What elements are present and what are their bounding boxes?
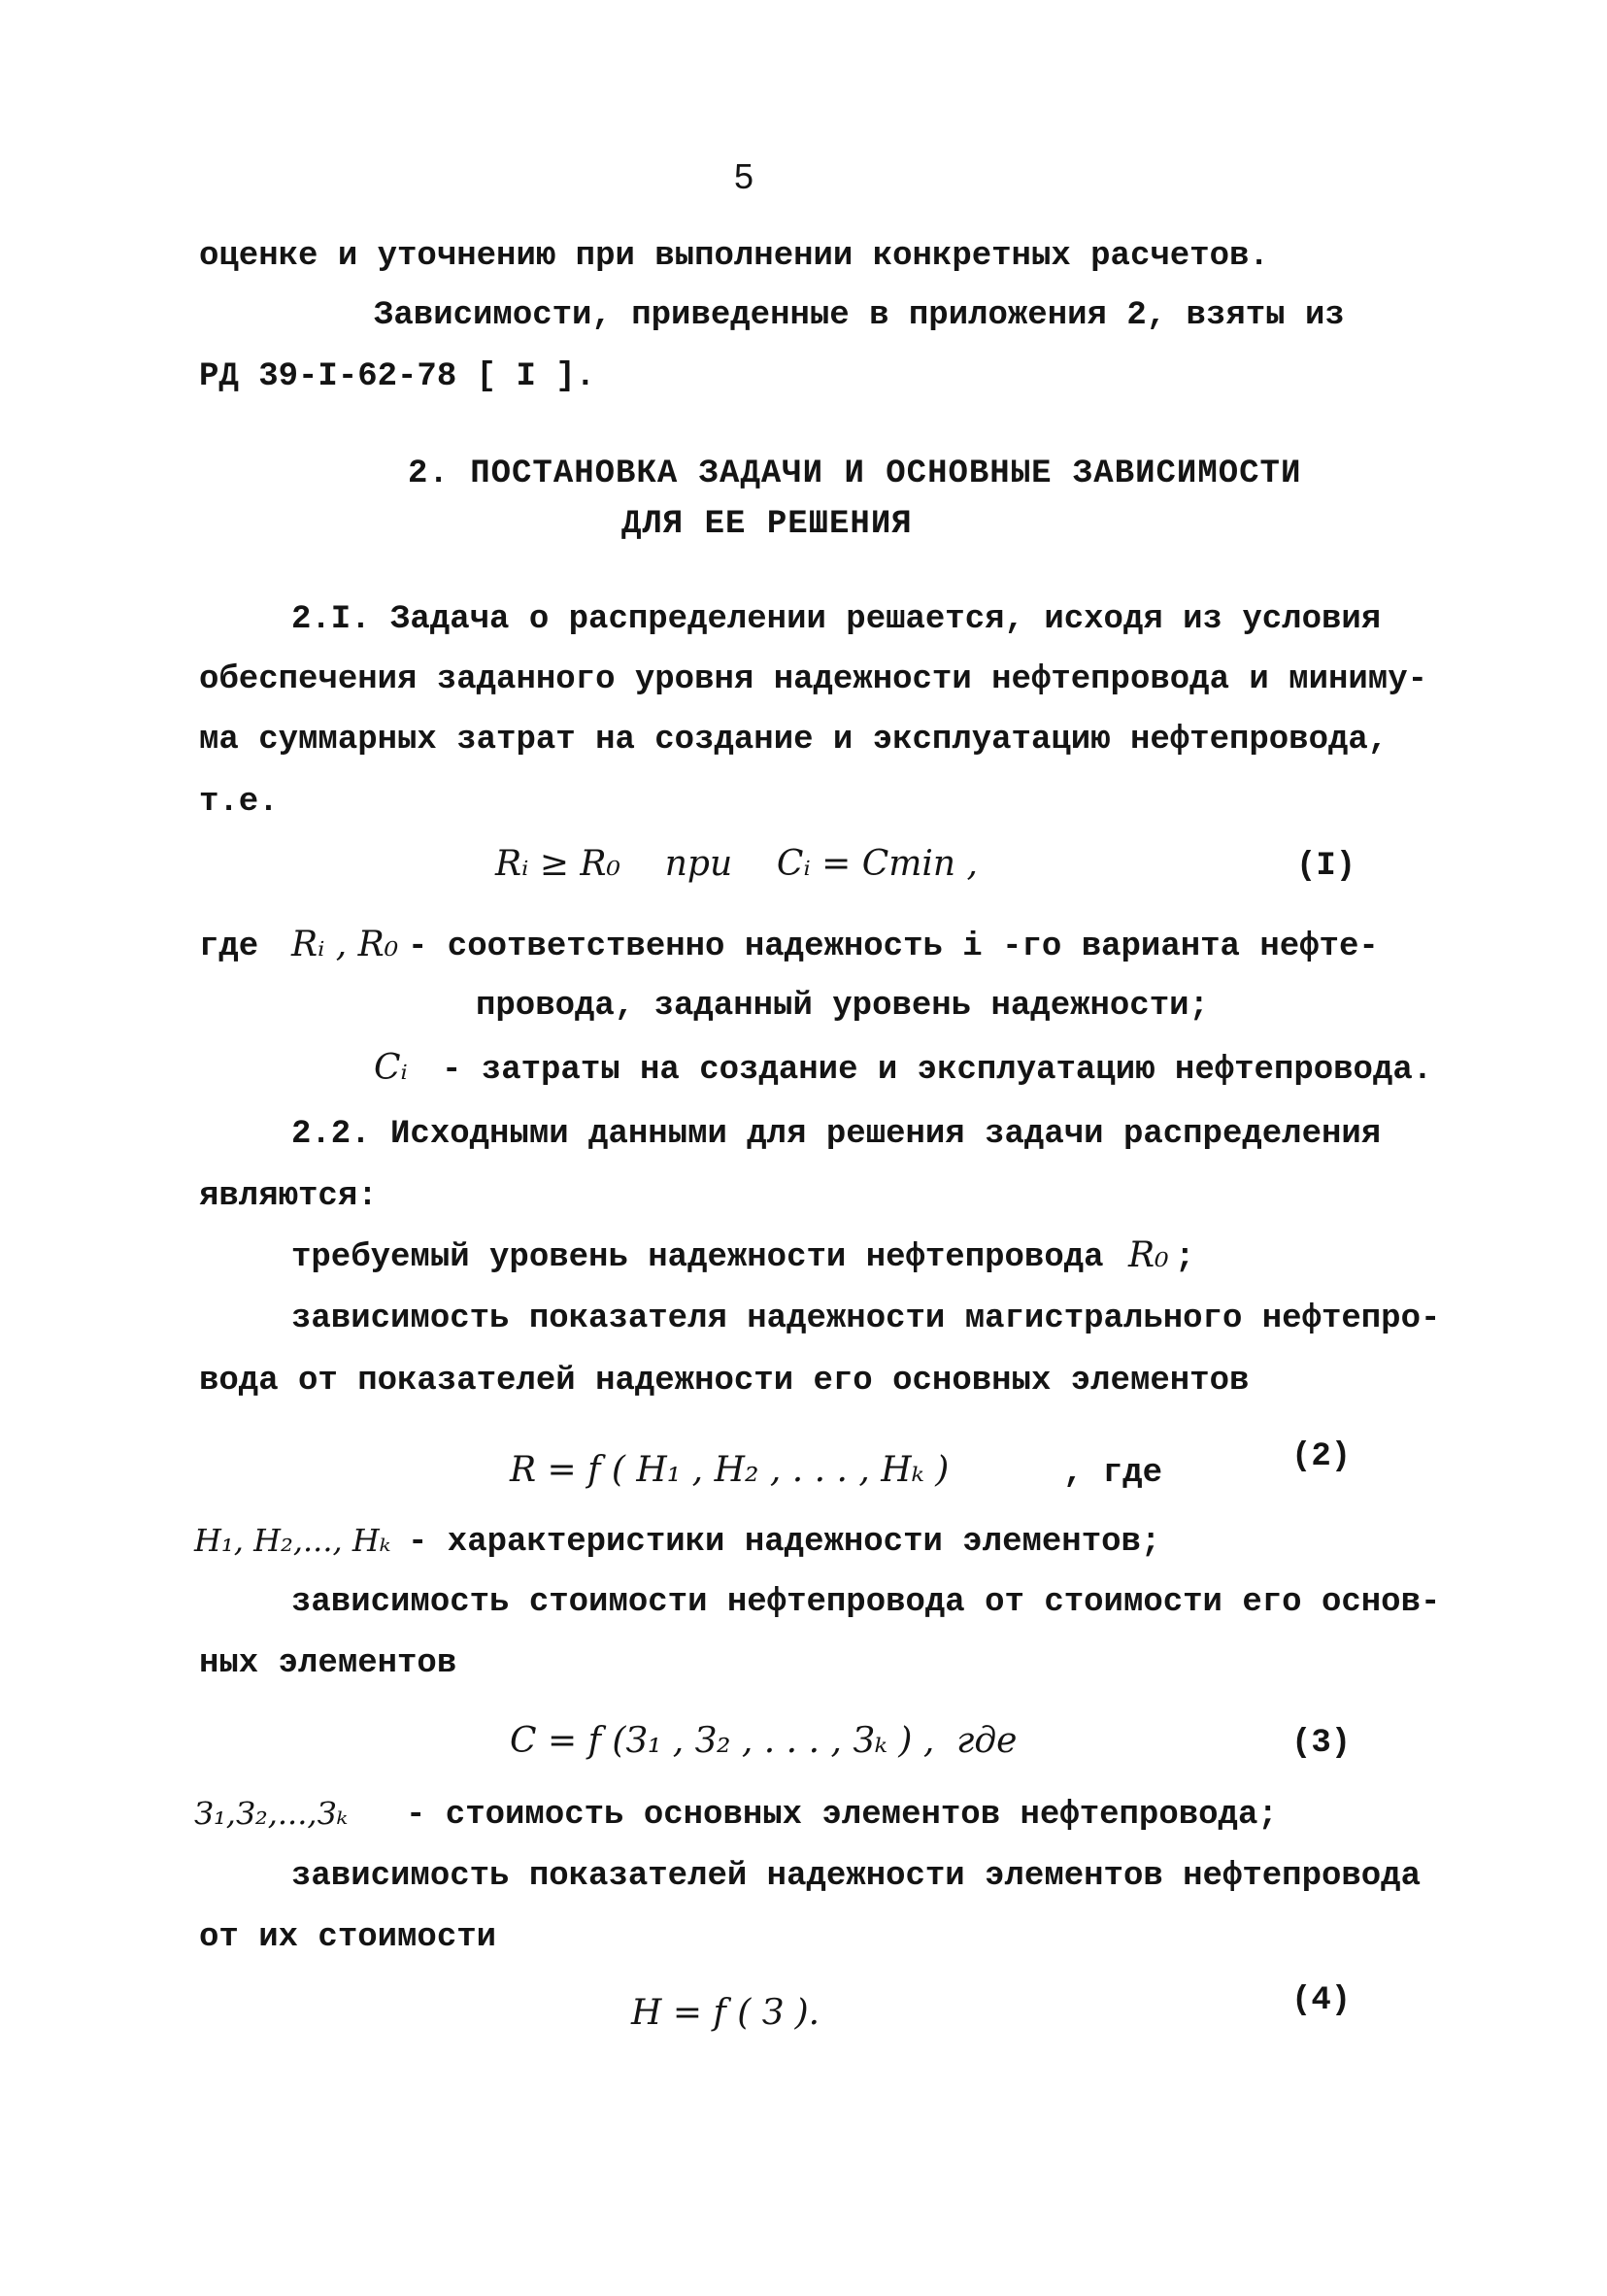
p-cost-line-1: зависимость стоимости нефтепровода от стоимости его основ-	[291, 1584, 1441, 1621]
where1-symbols: Rᵢ , R₀	[291, 925, 399, 964]
equation-4: H = f ( З ).	[631, 1993, 820, 2033]
where1-line-2: провода, заданный уровень надежности;	[476, 988, 1209, 1025]
p22-line-3: требуемый уровень надежности нефтепровода	[291, 1239, 1104, 1276]
page-number: 5	[734, 156, 754, 196]
where1-line-3: - затраты на создание и эксплуатацию нефтепровода.	[442, 1052, 1433, 1089]
equation-3: C = f (З₁ , З₂ , . . . , Зₖ ) , где	[510, 1721, 1018, 1761]
where1-symbol-c: Cᵢ	[374, 1048, 408, 1088]
intro-line-2: Зависимости, приведенные в приложения 2, взяты из	[374, 297, 1345, 334]
equation-1: Rᵢ ≥ R₀ при Cᵢ = Cmin ,	[495, 844, 979, 884]
where3-symbols: З₁,З₂,...,Зₖ	[194, 1795, 349, 1832]
equation-3-number: (3)	[1291, 1725, 1352, 1762]
equation-4-number: (4)	[1291, 1982, 1352, 2019]
where3-text: - стоимость основных элементов нефтепровода;	[406, 1797, 1278, 1834]
p-cost-line-2: ных элементов	[199, 1645, 457, 1682]
equation-2: R = f ( H₁ , H₂ , . . . , Hₖ )	[510, 1450, 950, 1490]
intro-line-3: РД 39-I-62-78 [ I ].	[199, 358, 596, 395]
p21-line-3: ма суммарных затрат на создание и эксплуатацию нефтепровода,	[199, 722, 1389, 759]
where2-symbols: H₁, H₂,..., Hₖ	[194, 1522, 391, 1559]
p22-line-3-end: ;	[1175, 1239, 1195, 1276]
equation-1-number: (I)	[1296, 848, 1356, 885]
p21-line-2: обеспечения заданного уровня надежности нефтепровода и миниму-	[199, 661, 1428, 698]
p21-line-1: 2.I. Задача о распределении решается, исходя из условия	[291, 601, 1382, 638]
where1-prefix: где	[199, 929, 259, 965]
section-heading-line-2: ДЛЯ ЕЕ РЕШЕНИЯ	[621, 506, 913, 543]
p22-line-1: 2.2. Исходными данными для решения задачи распределения	[291, 1116, 1382, 1153]
p22-line-2: являются:	[199, 1178, 378, 1215]
p22-line-4: зависимость показателя надежности магистрального нефтепро-	[291, 1300, 1441, 1337]
equation-2-number: (2)	[1291, 1438, 1352, 1475]
p22-line-5: вода от показателей надежности его основных элементов	[199, 1363, 1250, 1400]
intro-line-1: оценке и уточнению при выполнении конкретных расчетов.	[199, 238, 1269, 275]
section-heading-line-1: 2. ПОСТАНОВКА ЗАДАЧИ И ОСНОВНЫЕ ЗАВИСИМОСТИ	[408, 456, 1302, 492]
p22-symbol-r0: R₀	[1128, 1235, 1169, 1275]
equation-2-suffix: , где	[1063, 1455, 1163, 1492]
p-rel-line-2: от их стоимости	[199, 1919, 497, 1956]
p-rel-line-1: зависимость показателей надежности элементов нефтепровода	[291, 1858, 1421, 1895]
p21-line-4: т.е.	[199, 784, 279, 821]
where2-text: - характеристики надежности элементов;	[408, 1524, 1161, 1561]
where1-text: - соответственно надежность i -го варианта нефте-	[408, 929, 1379, 965]
